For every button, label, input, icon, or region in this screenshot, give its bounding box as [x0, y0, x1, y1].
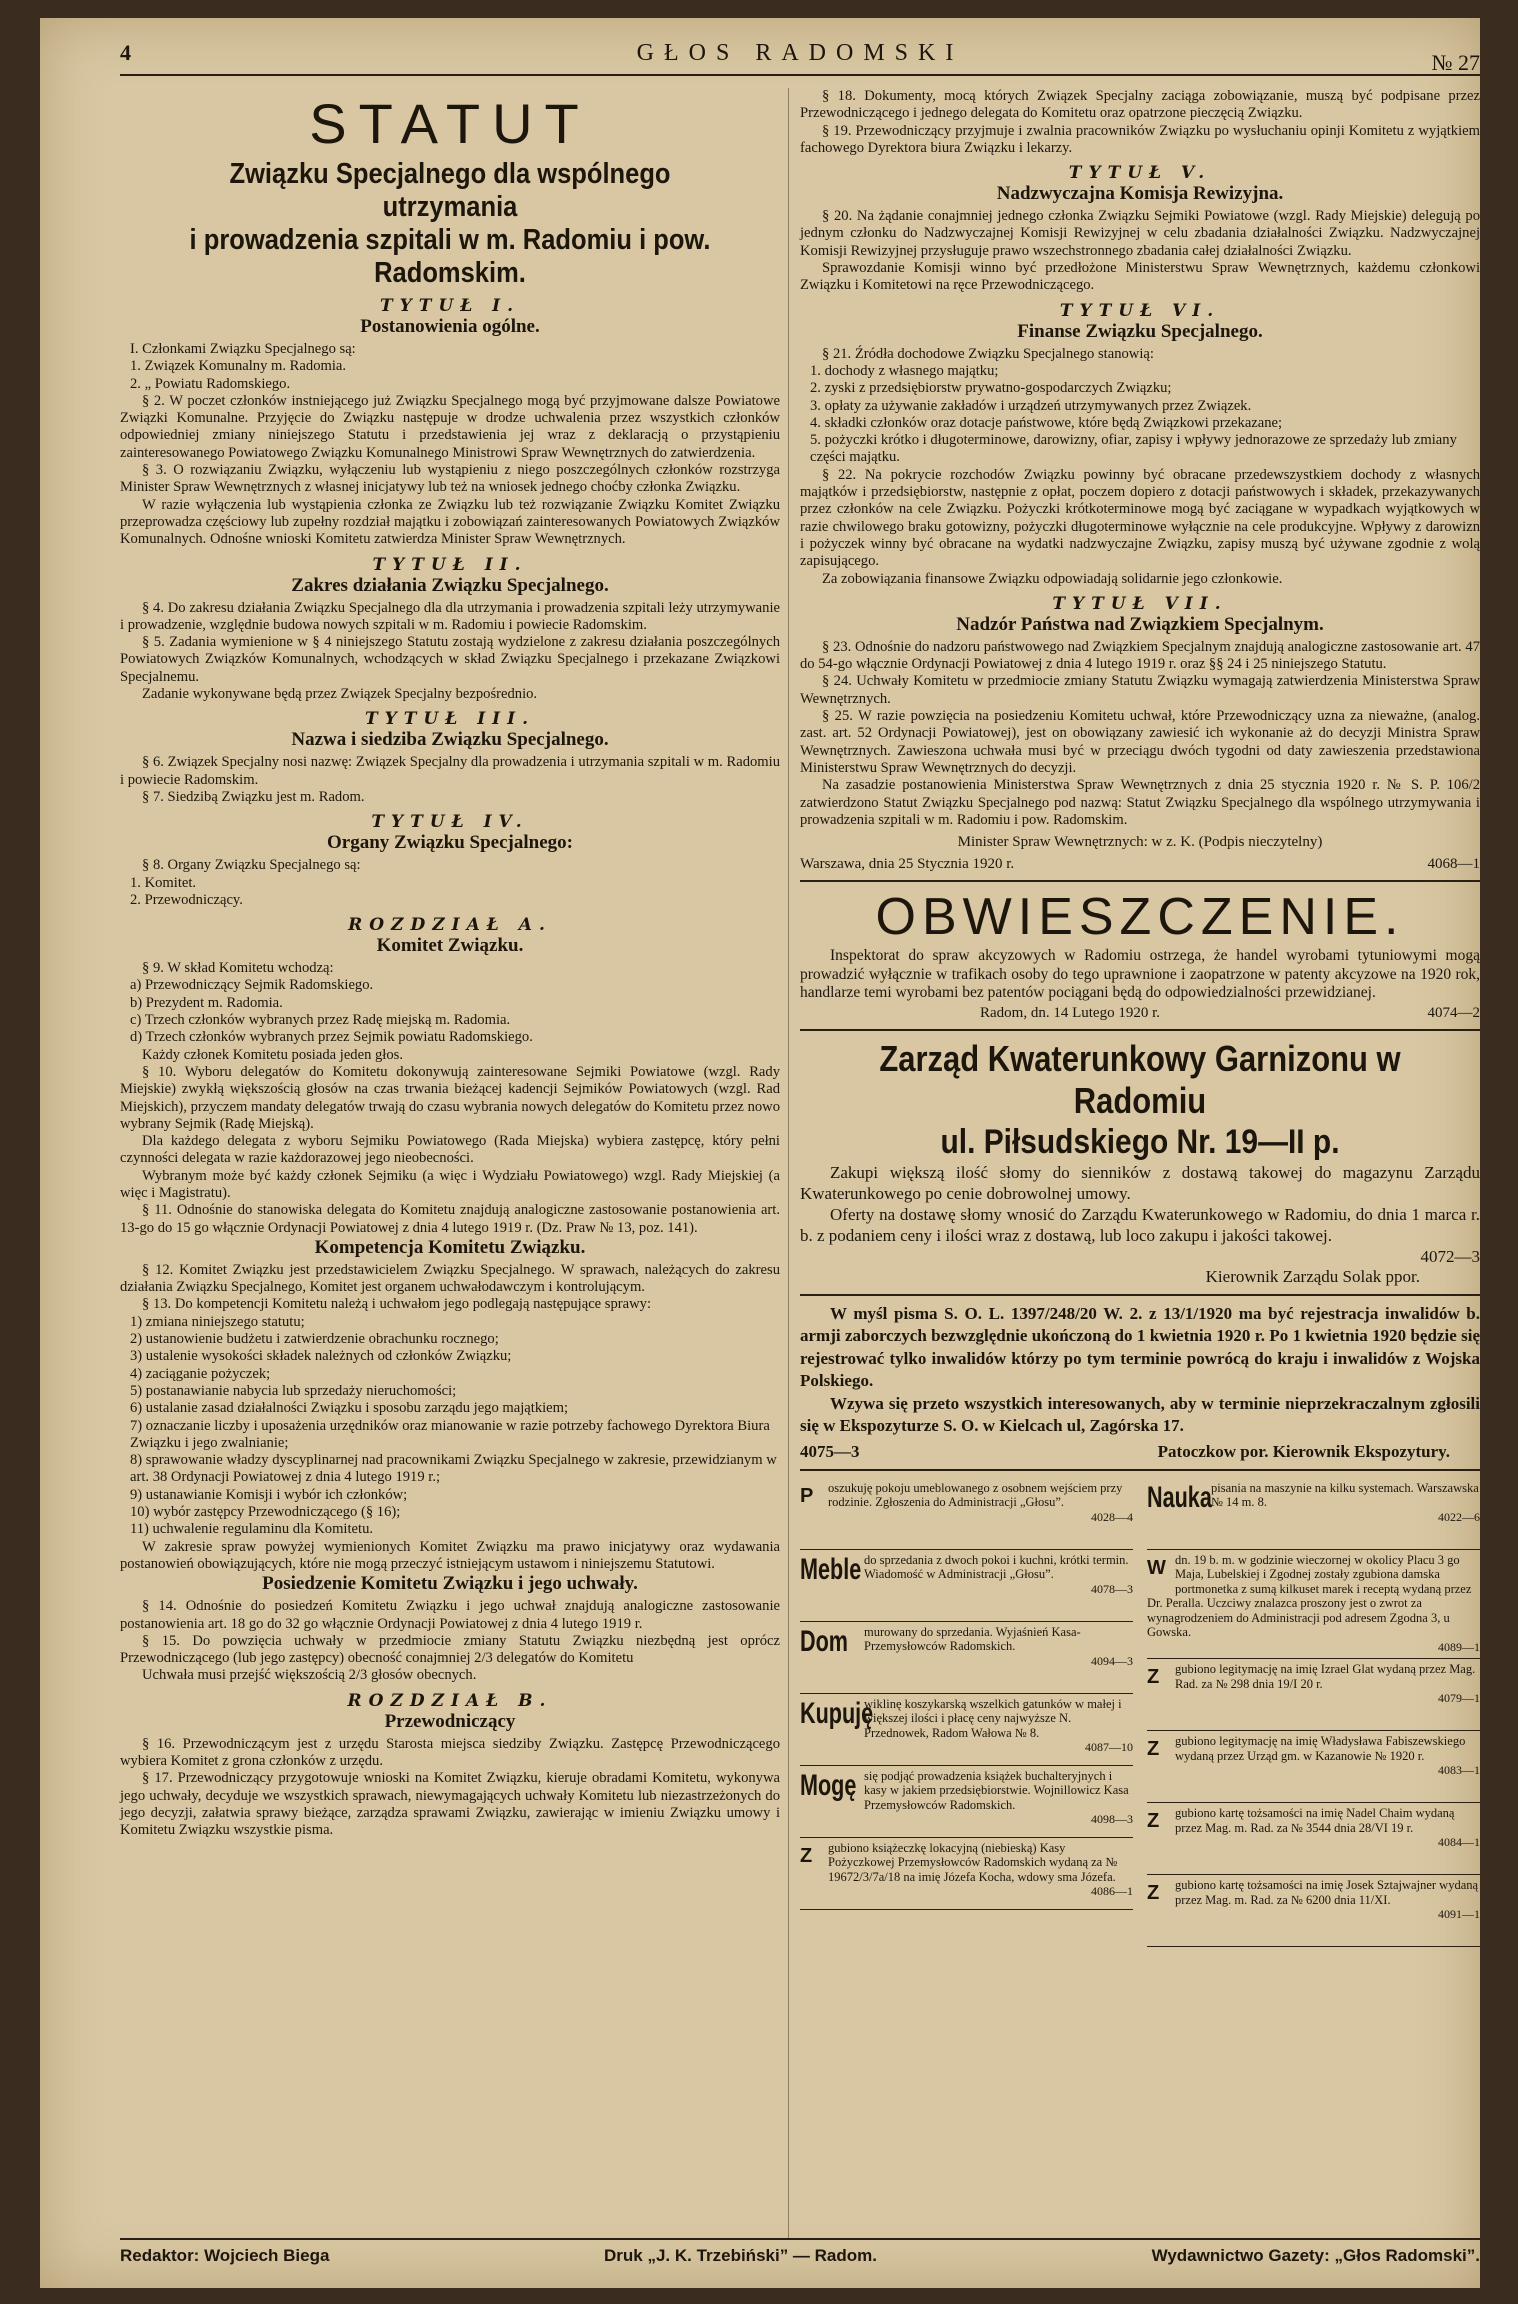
paragraph: Dla każdego delegata z wyboru Sejmiku Powiatowego (Rada Miejska) wybiera zastępcę, który pełni czynności delegata w razie każdorazowej jego nieobecności.: [120, 1133, 780, 1167]
zarzad-notice: [800, 1038, 1480, 1287]
paragraph: Każdy członek Komitetu posiada jeden głos.: [142, 1046, 403, 1063]
list-item: 1) zmiana niniejszego statutu;: [130, 1313, 305, 1330]
classified-left: [800, 1478, 1133, 1948]
paragraph: Za zobowiązania finansowe Związku odpowiadają solidarnie jego członkowie.: [822, 570, 1283, 587]
ad-code: 4028—4: [1091, 1509, 1133, 1524]
paragraph: § 17. Przewodniczący przygotowuje wnioski na Komitet Związku, kieruje obradami Komitetu, wykonywa jego uchwały, decyduje we wszystkich sprawach, niewymagających uchwały Komitetu lub niezastrzeżonych do jego decyzji, załatwia sprawy bieżące, zarządza sprawami Związku, zawierając w imieniu Związku umowy i Komitetu Związku wszystkie pisma.: [120, 1770, 780, 1839]
inwalidzi-text-2: Wzywa się przeto wszystkich interesowanych, aby w terminie nieprzekraczalnym zgłosili się w Ekspozyturze S. O. w Kielcach ul, Zagórska 17.: [800, 1393, 1480, 1436]
obwieszczenie-code: 4074—2: [1427, 1004, 1480, 1021]
paragraph: § 8. Organy Związku Specjalnego są:: [142, 857, 361, 874]
list-item: 2. „ Powiatu Radomskiego.: [130, 375, 291, 392]
ad-code: 4078—3: [1091, 1581, 1133, 1596]
ad-text: dn. 19 b. m. w godzinie wieczornej w okolicy Placu 3 go Maja, Lubelskiej i Zgodnej zostały zgubiona damska portmonetka z sumą kilkuset marek i receptą wydaną przez Dr. Peralla. Uczciwy znalazca proszony jest o zwrot za wynagrodzeniem do Administracji pod adresem Zgodna 3, u Gowska.: [1147, 1552, 1472, 1640]
paragraph: § 7. Siedzibą Związku jest m. Radom.: [142, 788, 365, 805]
paragraph: § 22. Na pokrycie rozchodów Związku powinny być obracane przedewszystkiem dochody z własnych majątków i przedsiębiorstw, następnie z opłat, poczem dopiero z dotacji państwowych i składek, przekazywanych przez członków na cele Związku. Pożyczki krótkoterminowe mogą być zaciągane w wypadkach wyjątkowych w razie chwilowego braku gotowizny, pożyczki długoterminowe wyłącznie na cele produkcyjne. Wpływy z darowizn i pożyczek winny być obracane na wydatki nadzwyczajne Związku, zapisy muszą być używane zgodnie z wolą zapisującego.: [800, 466, 1480, 570]
paragraph: § 21. Źródła dochodowe Związku Specjalnego stanowią:: [822, 345, 1154, 362]
paragraph: § 24. Uchwały Komitetu w przedmiocie zmiany Statutu Związku wymagają zatwierdzenia Ministerstwa Spraw Wewnętrznych.: [800, 673, 1480, 707]
ad-text: się podjąć prowadzenia książek buchalteryjnych i kasy w jakiem przedsiębiorstwie. Wojnillowicz Kasa Przemysłowców Radomskich.: [864, 1768, 1129, 1812]
paragraph: § 12. Komitet Związku jest przedstawicielem Związku Specjalnego. W sprawach, należących do zakresu działania Związku Specjalnego, Komitet jest organem uchwałodawczym i kontrolującym.: [120, 1261, 780, 1296]
ad-keyword: Z: [800, 1844, 813, 1867]
paragraph: § 11. Odnośnie do stanowiska delegata do Komitetu znajdują analogiczne zastosowanie postanowienia art. 13-go do 15 go włącznie Ordynacji Powiatowej z dnia 4 lutego 1919 r. (Dz. Praw № 13, poz. 141).: [120, 1202, 780, 1236]
list-item: 3) ustalenie wysokości składek należnych od członków Związku;: [130, 1348, 512, 1365]
newspaper-page: [40, 18, 1480, 2288]
ad-text: gubiono legitymację na imię Władysława Fabiszewskiego wydaną przez Urząd gm. w Kazanowie № 1920 r.: [1175, 1734, 1466, 1763]
paragraph: Sprawozdanie Komisji winno być przedłożone Ministerstwu Spraw Wewnętrznych, każdemu członkowi Związku i Komitetowi na ręce Przewodniczącego.: [800, 260, 1480, 294]
classified-right: [1147, 1478, 1480, 1948]
ad-keyword: Kupuję: [800, 1696, 874, 1730]
ad-keyword: Z: [1147, 1882, 1160, 1905]
list-item: c) Trzech członków wybranych przez Radę miejską m. Radomia.: [130, 1012, 511, 1029]
inwalidzi-notice: [800, 1303, 1480, 1462]
divider: [800, 880, 1480, 882]
ad-code: 4083—1: [1438, 1763, 1480, 1778]
list-item: 11) uchwalenie regulaminu dla Komitetu.: [130, 1521, 374, 1538]
zarzad-text-1: Zakupi większą ilość słomy do sienników z dostawą takowej do magazynu Zarządu Kwaterunkowego po cenie dobrowolnej umowy.: [800, 1162, 1480, 1203]
ad-code: 4084—1: [1438, 1835, 1480, 1850]
paragraph: W zakresie spraw powyżej wymienionych Komitet Związku ma prawo inicjatywy oraz wydawania postanowień obowiązujących, które nie mogą przeczyć istniejącym ustawom i niniejszemu Statutowi.: [120, 1538, 780, 1572]
inwalidzi-text-1: W myśl pisma S. O. L. 1397/248/20 W. 2. z 13/1/1920 ma być rejestracja inwalidów b. armji zaborczych bezwzględnie ukończoną do 1 kwietnia 1920 r. Po 1 kwietnia 1920 będzie się rejestrować tylko inwalidów którzy po tym terminie powrócą do kraju i inwalidów z Wojska Polskiego.: [800, 1303, 1480, 1391]
list-item: I. Członkami Związku Specjalnego są:: [130, 341, 356, 357]
section-number: TYTUŁ VII.: [1052, 593, 1228, 614]
classified-ad: [1147, 1731, 1480, 1803]
classified-ad: [800, 1622, 1133, 1694]
footer-editor: Redaktor: Wojciech Biega: [120, 2246, 330, 2265]
list-item: 9) ustanawianie Komisji i wybór ich członków;: [130, 1486, 408, 1503]
footer-printer: Druk „J. K. Trzebiński” — Radom.: [603, 2246, 877, 2265]
inwalidzi-signature: Patoczkow por. Kierownik Ekspozytury.: [1157, 1441, 1450, 1461]
column-divider: [788, 88, 789, 2238]
divider: [800, 1294, 1480, 1296]
obwieszczenie-date: Radom, dn. 14 Lutego 1920 r.: [980, 1004, 1160, 1021]
list-item: 2. Przewodniczący.: [130, 891, 243, 908]
paragraph: § 2. W poczet członków instniejącego już Związku Specjalnego mogą być przyjmowane dalsze Powiatowe Związki Komunalne. Przyjęcie do Związku następuje w drodze uchwalenia przez wszystkich członków odpowiedniej zmiany niniejszego Statutu i przedstawienia jej wraz z deklaracją o przystąpieniu zainteresowanego Powiatowego Związku Komunalnego Ministrowi Spraw Wewnętrznych do zatwierdzenia.: [120, 392, 780, 461]
section-heading: Postanowienia ogólne.: [360, 316, 540, 337]
classified-ad: [800, 1766, 1133, 1838]
ad-code: 4022—6: [1438, 1509, 1480, 1524]
section-heading: Komitet Związku.: [376, 935, 524, 957]
list-item: 2. zyski z przedsiębiorstw prywatno-gospodarczych Związku;: [810, 380, 1172, 397]
list-item: 5. pożyczki krótko i długoterminowe, darowizny, ofiar, zapisy i wpływy jednorazowe ze sprzedaży lub zmiany części majątku.: [810, 432, 1457, 466]
statut-place-date: Warszawa, dnia 25 Stycznia 1920 r.: [800, 856, 1015, 873]
right-column: [800, 88, 1480, 1947]
classified-ad: [800, 1478, 1133, 1550]
paragraph: § 19. Przewodniczący przyjmuje i zwalnia pracowników Związku po wysłuchaniu opinji Komitetu z wyjątkiem fachowego Dyrektora biura Związku i lekarzy.: [800, 122, 1480, 156]
list-item: a) Przewodniczący Sejmik Radomskiego.: [130, 977, 374, 994]
section-number: ROZDZIAŁ A.: [348, 915, 552, 936]
divider: [800, 1029, 1480, 1031]
statut-date-row: [800, 856, 1480, 873]
inwalidzi-footer: [800, 1442, 1480, 1462]
classified-ad: [800, 1694, 1133, 1766]
classified-ad: [800, 1838, 1133, 1910]
section-heading: Przewodniczący: [384, 1710, 516, 1732]
section-heading: Finanse Związku Specjalnego.: [1017, 320, 1263, 342]
divider: [800, 1469, 1480, 1471]
statut-continued: [800, 88, 1480, 157]
inwalidzi-code: 4075—3: [800, 1441, 860, 1461]
zarzad-code: 4072—3: [1420, 1246, 1480, 1266]
section-heading: Nadzwyczajna Komisja Rewizyjna.: [996, 183, 1284, 205]
footer-publisher: Wydawnictwo Gazety: „Głos Radomski”.: [1151, 2246, 1480, 2265]
ad-keyword: Nauka: [1147, 1480, 1212, 1514]
section-number: TYTUŁ II.: [372, 554, 528, 575]
paragraph: Uchwała musi przejść większością 2/3 głosów obecnych.: [142, 1667, 477, 1684]
section-number: TYTUŁ V.: [1068, 163, 1212, 184]
list-item: 10) wybór zastępcy Przewodniczącego (§ 16);: [130, 1504, 401, 1521]
masthead: [120, 40, 1480, 76]
paragraph: Na zasadzie postanowienia Ministerstwa Spraw Wewnętrznych z dnia 25 stycznia 1920 r. № S. P. 106/2 zatwierdzono Statut Związku Specjalnego pod nazwą: Statut Związku Specjalnego dla wspólnego utrzymywania i prowadzenia szpitali w m. Radomiu i pow. Radomskim.: [800, 777, 1480, 828]
paragraph: § 6. Związek Specjalny nosi nazwę: Związek Specjalny dla prowadzenia i utrzymania szpitali w m. Radomiu i powiecie Radomskim.: [120, 754, 780, 788]
obwieszczenie-notice: [800, 889, 1480, 1022]
paragraph: § 16. Przewodniczącym jest z urzędu Starosta miejsca siedziby Związku. Zastępcę Przewodniczącego wybiera Komitet z grona członków z urzędu.: [120, 1735, 780, 1769]
ad-code: 4079—1: [1438, 1691, 1480, 1706]
ad-code: 4098—3: [1091, 1812, 1133, 1827]
classified-ad: [1147, 1550, 1480, 1660]
paragraph: § 25. W razie powzięcia na posiedzeniu Komitetu uchwał, które Przewodniczący uzna za nieważne, (analog. zast. art. 52 Ordynacji Powiatowej), jest on obowiązany zawiesić ich wykonanie aż do decyzji Ministra Spraw Wewnętrznych. Zawieszona uchwała musi być w przeciągu dwóch tygodni od daty zawieszenia przedstawiona Ministerstwu Spraw Wewnętrznych do decyzji.: [800, 708, 1480, 776]
paragraph: § 15. Do powzięcia uchwały w przedmiocie zmiany Statutu Związku niezbędną jest oprócz Przewodniczącego (lub jego zastępcy) obecność conajmniej 2/3 delegatów do Komitetu: [120, 1632, 780, 1667]
paragraph: § 14. Odnośnie do posiedzeń Komitetu Związku i jego uchwał znajdują analogiczne zastosowanie postanowienia art. 18 go do 32 go włącznie Ordynacji Powiatowej z dnia 4 lutego 1919 r.: [120, 1598, 780, 1632]
ad-text: gubiono kartę tożsamości na imię Nadel Chaim wydaną przez Mag. m. Rad. za № 3544 dnia 28/VI 19 r.: [1175, 1806, 1455, 1835]
section-heading: Nazwa i siedziba Związku Specjalnego.: [291, 729, 609, 751]
section-number: TYTUŁ IV.: [371, 812, 529, 833]
ad-text: murowany do sprzedania. Wyjaśnień Kasa-Przemysłowców Radomskich.: [864, 1624, 1081, 1654]
newspaper-title: GŁOS RADOMSKI: [636, 40, 964, 66]
zarzad-address: ul. Piłsudskiego Nr. 19—II p.: [940, 1122, 1340, 1161]
classified-ad: [1147, 1875, 1480, 1947]
section-heading: Nadzór Państwa nad Związkiem Specjalnym.: [956, 613, 1324, 635]
ad-text: oszukuję pokoju umeblowanego z osobnem wejściem przy rodzinie. Zgłoszenia do Administracji „Głosu”.: [828, 1480, 1123, 1510]
paragraph: § 4. Do zakresu działania Związku Specjalnego dla dla utrzymania i prowadzenia szpitali leży utrzymywanie i prowadzenie, względnie budowa nowych szpitali w m. Radomiu i powiecie Radomskim.: [120, 599, 780, 633]
classified-ad: [1147, 1659, 1480, 1731]
statut-subtitle-2: i prowadzenia szpitali w m. Radomiu i pow. Radomskim.: [189, 224, 711, 289]
ad-keyword: Z: [1147, 1738, 1160, 1761]
left-column: [120, 88, 780, 1839]
obwieszczenie-text: Inspektorat do spraw akcyzowych w Radomiu ostrzega, że handel wyrobami tytuniowymi mogą prowadzić wyłącznie w trafikach osoby do tego uprawnione i zaopatrzone w patenty akcyzowe na 1920 rok, handlarze temi wyrobami bez patentów pociągani będą do odpowiedzialności przewidzianej.: [800, 947, 1480, 1002]
paragraph: Wybranym może być każdy członek Sejmiku (a więc i Wydziału Powiatowego) wzgl. Rady Miejskiej (a więc i Magistratu).: [120, 1167, 780, 1201]
paragraph: § 23. Odnośnie do nadzoru państwowego nad Związkiem Specjalnym znajdują analogiczne zastosowanie art. 47 do 54-go włącznie Ordynacji Powiatowej z dnia 4 lutego 1919 r. oraz §§ 24 i 25 niniejszego Statutu.: [800, 638, 1480, 673]
paragraph: § 13. Do kompetencji Komitetu należą i uchwałom jego podlegają następujące sprawy:: [142, 1296, 651, 1313]
minister-signature: Minister Spraw Wewnętrznych: w z. K. (Podpis nieczytelny): [957, 834, 1323, 851]
ad-keyword: P: [800, 1484, 814, 1507]
paragraph: W razie wyłączenia lub wystąpienia członka ze Związku lub też rozwiązanie Związku Komitet Związku przeprowadza częściowy lub zupełny rozdział majątku i zobowiązań zainteresowanych Powiatowych Związków Komunalnych. Odnośne wnioski Komitetu zatwierdza Minister Spraw Wewnętrznych.: [120, 496, 780, 548]
statut-subtitle-1: Związku Specjalnego dla wspólnego utrzymania: [229, 158, 671, 223]
list-item: 2) ustanowienie budżetu i zatwierdzenie obrachunku rocznego;: [130, 1331, 499, 1348]
list-item: 1. dochody z własnego majątku;: [810, 362, 999, 379]
paragraph: § 9. W skład Komitetu wchodzą:: [142, 960, 334, 977]
ad-text: gubiono książeczkę lokacyjną (niebieską) Kasy Pożyczkowej Przemysłowców Radomskich wydaną za № 19672/3/7a/18 na imię Józefa Kocha, wdowy sma Józefa.: [828, 1840, 1118, 1884]
list-item: 6) ustalanie zasad działalności Związku i sposobu zarządu jego majątkiem;: [130, 1400, 569, 1417]
classified-ads: [800, 1478, 1480, 1948]
classified-ad: [1147, 1478, 1480, 1550]
ad-code: 4091—1: [1438, 1907, 1480, 1922]
statut-body: [120, 296, 780, 1839]
classified-ad: [1147, 1803, 1480, 1875]
ad-code: 4089—1: [1438, 1639, 1480, 1654]
list-item: d) Trzech członków wybranych przez Sejmik powiatu Radomskiego.: [130, 1029, 533, 1046]
ad-text: do sprzedania z dwoch pokoi i kuchni, krótki termin. Wiadomość w Administracji „Głosu”.: [864, 1552, 1129, 1582]
list-item: 7) oznaczanie liczby i uposażenia urzędników oraz mianowanie w razie potrzeby fachowego Dyrektora Biura Związku i jego zwalnianie;: [130, 1417, 770, 1451]
paragraph: § 10. Wyboru delegatów do Komitetu dokonywują zainteresowane Sejmiki Powiatowe (wzgl. Rady Miejskie) zwykłą większością głosów na czas trwania bieżącej kadencji Sejmików Powiatowych (wzgl. Rad Miejskich), przyczem mandaty delegatów trwają do czasu wybrania nowych delegatów do Komitetu przez nowo wybrany Sejmik (Radę Miejską).: [120, 1063, 780, 1132]
section-number: ROZDZIAŁ B.: [347, 1690, 553, 1711]
paragraph: § 18. Dokumenty, mocą których Związek Specjalny zaciąga zobowiązanie, muszą być podpisane przez Przewodniczącego i jednego delegata do Komitetu oraz opatrzone pieczęcią Związku.: [800, 88, 1480, 122]
paragraph: § 5. Zadania wymienione w § 4 niniejszego Statutu zostają wydzielone z zakresu działania poszczególnych Powiatowych Związków Komunalnych, wchodzących w skład Związku Specjalnego i przekazane Związkowi Specjalnemu.: [120, 634, 780, 685]
classified-ad: [800, 1550, 1133, 1622]
obwieszczenie-footer: [800, 1005, 1480, 1022]
list-item: 1. Komitet.: [130, 874, 197, 891]
ad-text: wiklinę koszykarską wszelkich gatunków w małej i większej ilości i płacę ceny najwyższe N. Przednowek, Radom Wałowa № 8.: [864, 1696, 1122, 1740]
paragraph: § 3. O rozwiązaniu Związku, wyłączeniu lub wystąpieniu z niego poszczególnych członków rozstrzyga Minister Spraw Wewnętrznych z własnej inicjatywy lub też na wniosek jednego choćby członka Związku.: [120, 462, 780, 496]
page-number: 4: [120, 40, 131, 65]
ad-code: 4086—1: [1091, 1884, 1133, 1899]
page-footer: [120, 2238, 1480, 2266]
section-number: TYTUŁ VI.: [1059, 300, 1221, 321]
paragraph: Zadanie wykonywane będą przez Związek Specjalny bezpośrednio.: [142, 686, 538, 703]
section-heading: Kompetencja Komitetu Związku.: [314, 1236, 586, 1258]
ad-keyword: Z: [1147, 1810, 1160, 1833]
list-item: b) Prezydent m. Radomia.: [130, 994, 283, 1011]
ad-keyword: Z: [1147, 1666, 1160, 1689]
statut-right-sections: [800, 163, 1480, 829]
list-item: 5) postanawianie nabycia lub sprzedaży nieruchomości;: [130, 1382, 457, 1399]
obwieszczenie-title: OBWIESZCZENIE.: [875, 888, 1405, 947]
statut-title: STATUT: [309, 92, 591, 155]
ad-text: gubiono kartę tożsamości na imię Josek Sztajwajner wydaną przez Mag. m. Rad. za № 6200 dnia 11/XI.: [1175, 1878, 1479, 1907]
issue-number: № 27: [1431, 50, 1480, 75]
section-number: TYTUŁ III.: [364, 709, 536, 730]
ad-keyword: Mogę: [800, 1768, 857, 1802]
zarzad-text-2: Oferty na dostawę słomy wnosić do Zarządu Kwaterunkowego w Radomiu, do dnia 1 marca r. b. z podaniem ceny i ilości wraz z dostawą, lub loco zakupu i jakości takowej.: [800, 1204, 1480, 1245]
ad-text: pisania na maszynie na kilku systemach. Warszawska № 14 m. 8.: [1211, 1480, 1479, 1510]
zarzad-signature: Kierownik Zarządu Solak ppor.: [1205, 1266, 1420, 1286]
ad-keyword: Meble: [800, 1552, 862, 1586]
list-item: 1. Związek Komunalny m. Radomia.: [130, 358, 347, 375]
ad-code: 4087—10: [1085, 1740, 1133, 1755]
zarzad-title: Zarząd Kwaterunkowy Garnizonu w Radomiu: [879, 1037, 1401, 1121]
section-heading: Zakres działania Związku Specjalnego.: [291, 574, 609, 596]
paragraph: § 20. Na żądanie conajmniej jednego członka Związku Sejmiki Powiatowe (wzgl. Rady Miejskie) delegują po jednym członku do Nadzwyczajnej Komisji Rewizyjnej w celu zbadania działalności Związku. Nadzwyczajnej Komisji Rewizyjnej przysługuje prawo wszechstronnego zbadania całej działalności Związku.: [800, 208, 1480, 259]
statut-code: 4068—1: [1427, 856, 1480, 873]
ad-text: gubiono legitymację na imię Izrael Glat wydaną przez Mag. Rad. za № 298 dnia 19/I 20 r.: [1175, 1662, 1476, 1691]
list-item: 4) zaciąganie pożyczek;: [130, 1365, 271, 1382]
section-heading: Posiedzenie Komitetu Związku i jego uchwały.: [262, 1573, 638, 1595]
ad-keyword: W: [1147, 1556, 1166, 1579]
list-item: 3. opłaty za używanie zakładów i urządzeń utrzymywanych przez Związek.: [810, 397, 1252, 414]
ad-keyword: Dom: [800, 1624, 849, 1658]
section-heading: Organy Związku Specjalnego:: [327, 832, 573, 854]
section-number: TYTUŁ I.: [379, 296, 521, 316]
list-item: 4. składki członków oraz dotacje państwowe, które będą Związkowi przekazane;: [810, 414, 1283, 431]
ad-code: 4094—3: [1091, 1653, 1133, 1668]
list-item: 8) sprawowanie władzy dyscyplinarnej nad pracownikami Związku Specjalnego w zakresie, przewidzianym w art. 38 Ordynacji Powiatowej z dnia 4 lutego 1919 r.;: [130, 1452, 777, 1486]
